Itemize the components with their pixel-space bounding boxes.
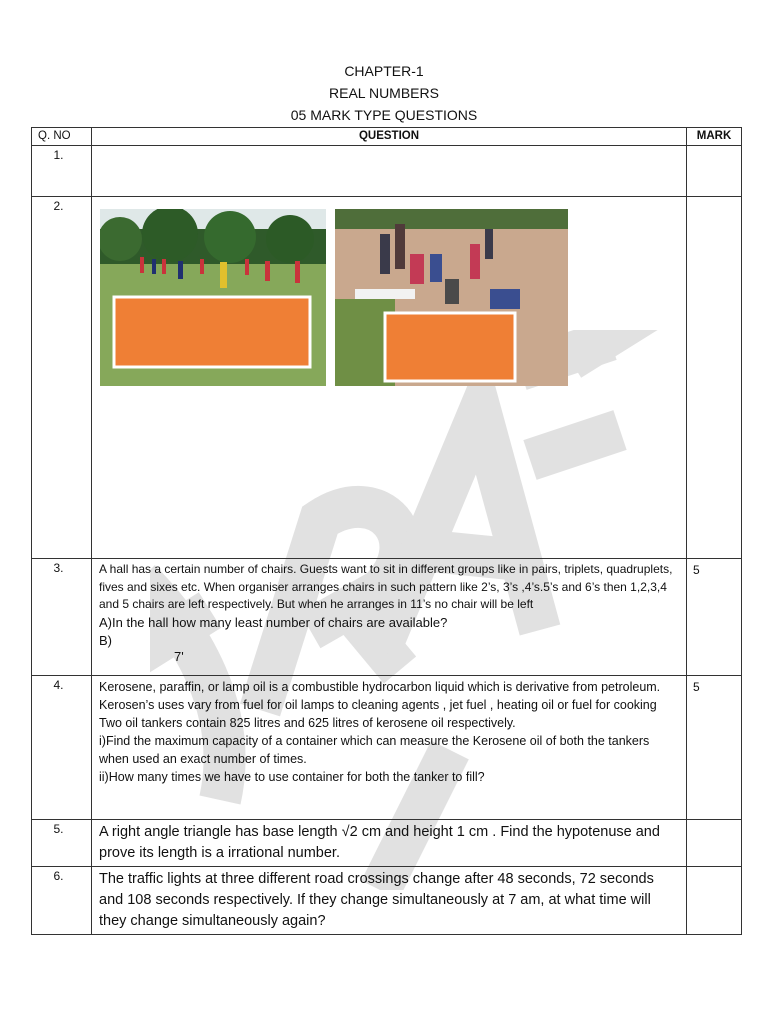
question-number: 5. <box>32 820 92 867</box>
question-part-ii: ii)How many times we have to use container for both the tanker to fill? <box>99 770 485 784</box>
col-header-mark: MARK <box>687 128 742 146</box>
chapter-title: REAL NUMBERS <box>329 85 439 101</box>
question-number: 6. <box>32 867 92 935</box>
question-mark: 5 <box>687 676 742 820</box>
col-header-question: QUESTION <box>92 128 687 146</box>
section-subtitle: 05 MARK TYPE QUESTIONS <box>290 107 478 123</box>
table-row <box>32 146 742 197</box>
question-mark <box>687 820 742 867</box>
question-body: The traffic lights at three different road crossings change after 48 seconds, 72 seconds and 108 seconds respectively. If they change simultaneously at 7 am, at what time will they change simultaneously again? <box>99 871 654 929</box>
questions-table <box>31 127 742 935</box>
table-row <box>32 197 742 559</box>
question-mark <box>687 867 742 935</box>
photo-strip <box>92 197 686 557</box>
question-mark: 5 <box>687 559 742 676</box>
document-header <box>0 60 768 126</box>
question-mark <box>687 197 742 559</box>
question-text <box>92 197 687 559</box>
question-number: 2. <box>32 197 92 559</box>
table-row <box>32 676 742 820</box>
question-body: Kerosene, paraffin, or lamp oil is a combustible hydrocarbon liquid which is derivative from petroleum. Kerosen’s uses vary from fuel for oil lamps to cleaning agents , jet fuel , heating oil or fuel for cooking Two oil tankers contain 825 litres and 625 litres of kerosene oil respectively. <box>99 680 661 730</box>
table-row <box>32 820 742 867</box>
photo-students-digging <box>335 209 568 386</box>
table-row <box>32 559 742 676</box>
question-text <box>92 867 687 935</box>
question-text <box>92 676 687 820</box>
question-body: A right angle triangle has base length √2 cm and height 1 cm . Find the hypotenuse and prove its length is a irrational number. <box>99 824 660 861</box>
table-row <box>32 867 742 935</box>
question-text <box>92 820 687 867</box>
question-number: 4. <box>32 676 92 820</box>
question-text <box>92 559 687 676</box>
question-part-a: A)In the hall how many least number of chairs are available? <box>99 614 448 630</box>
question-body: A hall has a certain number of chairs. Guests want to sit in different groups like in pairs, triplets, quadruplets, fives and sixes etc. When organiser arranges chairs in such pattern like 2’s, 3’s ,4’s.5’s and 6’s then 1,2,3,4 and 5 chairs are left respectively. But when he arranges in 11’s no chair will be left <box>99 562 673 611</box>
question-part-i: i)Find the maximum capacity of a container which can measure the Kerosene oil of both the tankers when used an exact number of times. <box>99 734 650 766</box>
question-part-b: B) <box>99 632 112 648</box>
question-text <box>92 146 687 197</box>
question-number: 1. <box>32 146 92 197</box>
stray-mark: 7' <box>174 648 184 664</box>
question-number: 3. <box>32 559 92 676</box>
question-mark <box>687 146 742 197</box>
chapter-label: CHAPTER-1 <box>344 63 424 79</box>
photo-students-field <box>100 209 326 386</box>
table-header-row <box>32 128 742 146</box>
col-header-qno: Q. NO <box>32 128 92 146</box>
